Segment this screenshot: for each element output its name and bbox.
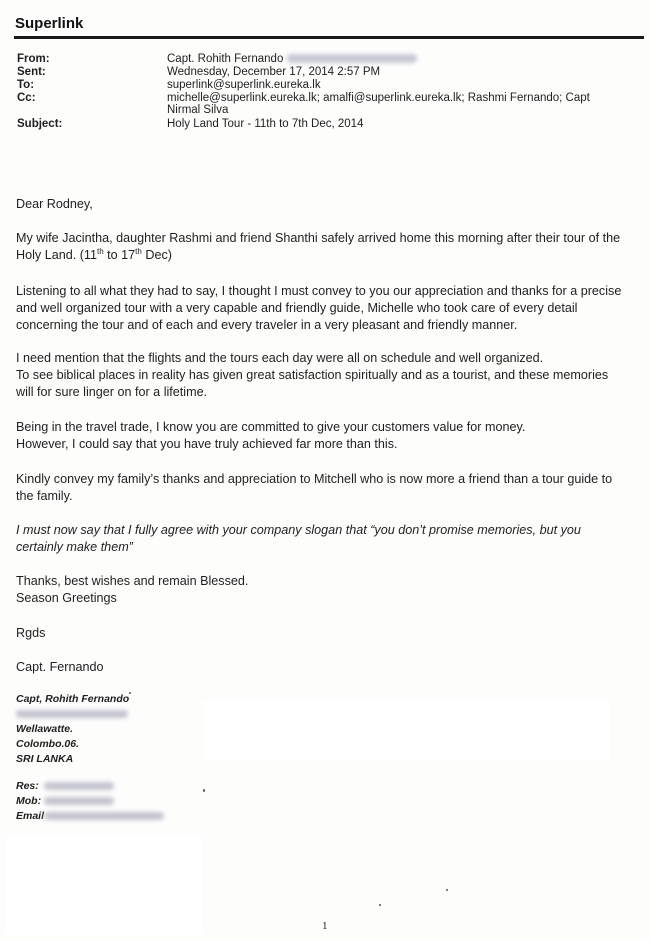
closing-greetings: Season Greetings [16, 591, 117, 605]
subject-value: Holy Land Tour - 11th to 7th Dec, 2014 [167, 118, 364, 130]
closing-wishes: Thanks, best wishes and remain Blessed. [16, 574, 249, 588]
signature-street-redacted [16, 707, 128, 722]
signature-name: Capt, Rohith Fernando [16, 693, 130, 705]
res-label: Res: [16, 780, 39, 792]
paragraph-trade-line1: Being in the travel trade, I know you are committed to give your customers value for money. [16, 420, 526, 434]
mob-label: Mob: [16, 795, 42, 807]
subject-label: Subject: [17, 118, 63, 130]
sent-label: Sent: [17, 66, 46, 78]
redacted-email-address [44, 812, 164, 820]
paragraph-schedule-line1: I need mention that the flights and the tours each day were all on schedule and well organized. [16, 351, 544, 365]
from-value: Capt. Rohith Fernando [167, 53, 622, 65]
header-divider [14, 36, 644, 39]
greeting: Dear Rodney, [16, 197, 93, 211]
page-number: 1 [322, 920, 328, 932]
scan-speck [446, 889, 448, 891]
to-value: superlink@superlink.eureka.lk [167, 79, 321, 91]
company-name: Superlink [15, 15, 84, 32]
paragraph-slogan: I must now say that I fully agree with your company slogan that “you don’t promise memories, but you certainly make them” [16, 523, 581, 554]
signature-country: SRI LANKA [16, 753, 74, 765]
sent-value: Wednesday, December 17, 2014 2:57 PM [167, 66, 381, 78]
closing-rgds: Rgds [16, 626, 46, 640]
to-label: To: [17, 79, 35, 91]
redaction-box-bottom-left [6, 835, 202, 935]
paragraph-appreciation: Listening to all what they had to say, I thought I must convey to you our appreciation and thanks for a precise and well organized tour with a very capable and friendly guide, Michelle who took care of every detail concerning the tour and of each and every traveler in a very pleasant and friendly manner. [16, 284, 622, 332]
paragraph-thanks-guide: Kindly convey my family’s thanks and appreciation to Mitchell who is now more a friend than a tour guide to the family. [16, 472, 613, 503]
signature-city: Wellawatte. [16, 723, 73, 735]
signature-res-row [16, 779, 114, 794]
paragraph-schedule-line2: To see biblical places in reality has given great satisfaction spiritually and as a tourist, and these memories will for sure linger on for a lifetime. [16, 368, 609, 399]
signature-email-row [16, 809, 164, 824]
cc-label: Cc: [17, 92, 36, 104]
paragraph-arrival: My wife Jacintha, daughter Rashmi and friend Shanthi safely arrived home this morning after their tour of the Holy Land. (11th to 17th Dec) [16, 231, 621, 262]
redacted-mobile [44, 797, 114, 805]
paragraph-trade-line2: However, I could say that you have truly achieved far more than this. [16, 437, 398, 451]
redacted-phone [44, 782, 114, 790]
signature-postal: Colombo.06. [16, 738, 80, 750]
signature-mob-row [16, 794, 114, 809]
redaction-box-right [203, 700, 610, 760]
from-label: From: [17, 53, 50, 65]
redacted-email [287, 54, 417, 63]
cc-value: michelle@superlink.eureka.lk; amalfi@superlink.eureka.lk; Rashmi Fernando; Capt Nirmal Silva [167, 92, 590, 116]
email-label: Email [16, 810, 45, 822]
sign-off-name: Capt. Fernando [16, 660, 104, 674]
scan-speck [129, 692, 131, 694]
scan-speck [379, 904, 381, 906]
scan-speck [203, 789, 205, 792]
